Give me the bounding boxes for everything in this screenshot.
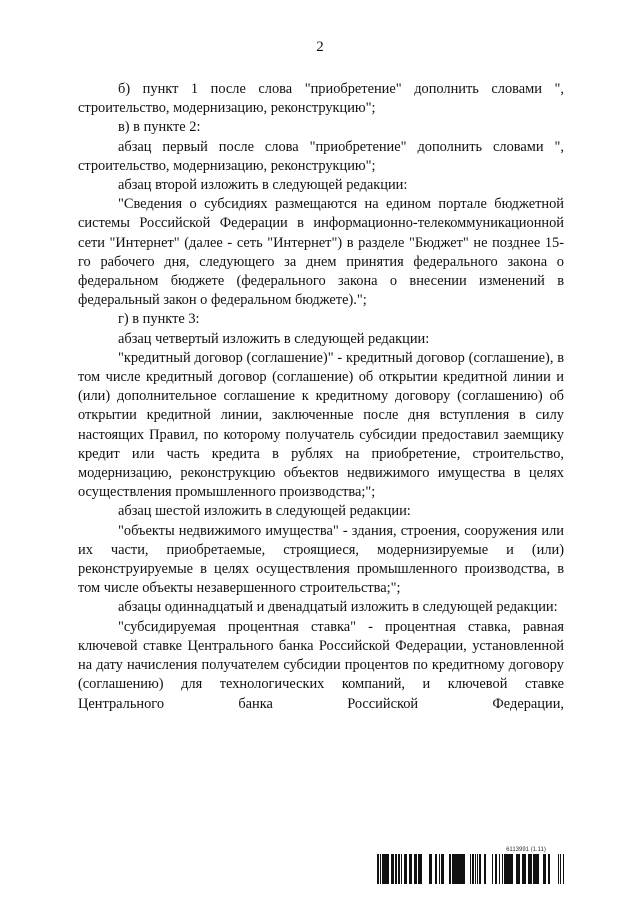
paragraph: в) в пункте 2: — [118, 119, 201, 136]
document-code: 6113991 (1.11) — [506, 847, 546, 853]
paragraph: абзацы одиннадцатый и двенадцатый изложить в следующей редакции: — [118, 599, 558, 616]
page-number: 2 — [316, 39, 324, 55]
paragraph: абзац шестой изложить в следующей редакции: — [118, 503, 411, 520]
paragraph: "объекты недвижимого имущества" - здания, строения, сооружения или их части, приобретаемые, строящиеся, модернизируемые и (или) реконструируемые в целях осуществления промышленного производства, в том числе объекты незавершенного строительства;"; — [78, 522, 564, 597]
paragraph: абзац второй изложить в следующей редакции: — [118, 177, 408, 194]
paragraph: "Сведения о субсидиях размещаются на едином портале бюджетной системы Российской Федерации в информационно-телекоммуникационной сети "Интернет" (далее - сеть "Интернет") в разделе "Бюджет" не позднее 15-го рабочего дня, следующего за днем принятия федерального закона о федеральном бюджете (федерального закона о внесении изменений в федеральный закон о федеральном бюджете)."; — [78, 196, 564, 309]
barcode-icon — [376, 854, 564, 884]
paragraph: "кредитный договор (соглашение)" - кредитный договор (соглашение), в том числе кредитный договор (соглашение) об открытии кредитной линии и (или) дополнительное соглашение к кредитному договору (соглашению) об открытии кредитной линии, заключенные после дня вступления в силу настоящих Правил, по которому получатель субсидии предоставил заемщику кредит или часть кредита в рублях на приобретение, строительство, модернизацию, реконструкцию объектов недвижимого имущества в целях осуществления промышленного производства;"; — [78, 349, 564, 501]
paragraph: абзац первый после слова "приобретение" дополнить словами ", строительство, модернизацию, реконструкцию"; — [78, 138, 564, 174]
paragraph: б) пункт 1 после слова "приобретение" дополнить словами ", строительство, модернизацию, реконструкцию"; — [78, 81, 564, 117]
paragraph: абзац четвертый изложить в следующей редакции: — [118, 330, 430, 347]
paragraph: г) в пункте 3: — [118, 311, 200, 328]
document-body — [78, 80, 564, 714]
paragraph: "субсидируемая процентная ставка" - процентная ставка, равная ключевой ставке Центрального банка Российской Федерации, установленной на дату начисления получателем субсидии процентов по кредитному договору (соглашению) для технологических компаний, и ключевой ставке Центрального банка Российской Федерации, — [78, 618, 564, 712]
